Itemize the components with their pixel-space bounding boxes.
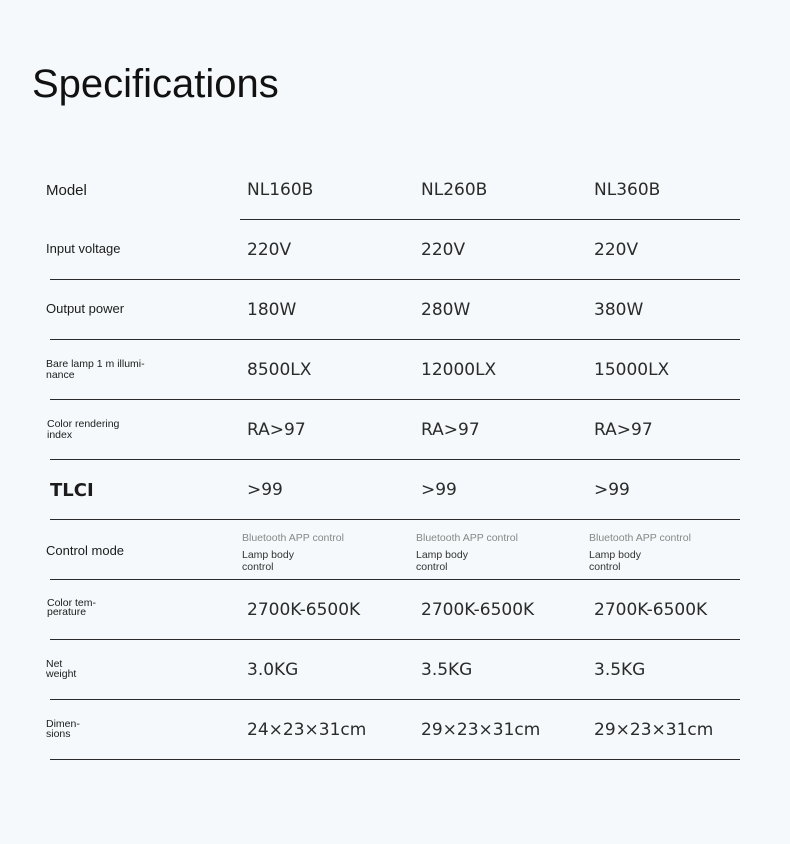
table-row-control-mode <box>0 520 790 580</box>
table-cell: >99 <box>247 480 283 500</box>
table-row-model <box>0 160 790 220</box>
table-row-dimensions <box>0 700 790 760</box>
table-cell: 24×23×31cm <box>247 720 367 740</box>
table-cell: 29×23×31cm <box>421 720 541 740</box>
table-row-output-power <box>0 280 790 340</box>
table-cell: 12000LX <box>421 360 497 380</box>
table-row-color-temperature <box>0 580 790 640</box>
table-cell: 29×23×31cm <box>594 720 714 740</box>
table-cell: 2700K-6500K <box>247 600 361 620</box>
table-cell: 8500LX <box>247 360 312 380</box>
control-line-2: Lamp body control <box>589 549 641 573</box>
control-line-1: Bluetooth APP control <box>589 532 691 544</box>
table-cell: NL160B <box>247 180 314 200</box>
page-title: Specifications <box>32 62 279 106</box>
table-cell: 220V <box>594 240 639 260</box>
table-cell <box>416 532 518 573</box>
table-row-input-voltage <box>0 220 790 280</box>
table-cell: RA>97 <box>247 420 306 440</box>
table-cell: 3.5KG <box>421 660 473 680</box>
row-label: Control mode <box>46 543 125 558</box>
spec-table <box>0 160 790 760</box>
control-line-1: Bluetooth APP control <box>242 532 344 544</box>
control-line-2: Lamp body control <box>416 549 468 573</box>
table-cell: NL260B <box>421 180 488 200</box>
row-label: Dimen- sions <box>46 718 80 740</box>
table-cell: 3.0KG <box>247 660 299 680</box>
table-cell: NL360B <box>594 180 661 200</box>
table-cell: RA>97 <box>594 420 653 440</box>
row-label: Bare lamp 1 m illumi- nance <box>46 358 145 381</box>
table-cell: >99 <box>421 480 457 500</box>
table-row-color-rendering <box>0 400 790 460</box>
table-cell: 380W <box>594 300 644 320</box>
table-cell: 220V <box>421 240 466 260</box>
table-cell <box>589 532 691 573</box>
table-cell: >99 <box>594 480 630 500</box>
table-cell: 180W <box>247 300 297 320</box>
row-label: Color tem- perature <box>47 597 97 618</box>
row-label: Model <box>46 182 87 199</box>
row-label: Input voltage <box>46 241 121 256</box>
table-cell: 220V <box>247 240 292 260</box>
table-cell: 15000LX <box>594 360 670 380</box>
table-cell: RA>97 <box>421 420 480 440</box>
table-cell: 2700K-6500K <box>594 600 708 620</box>
table-cell <box>242 532 344 573</box>
table-row-illuminance <box>0 340 790 400</box>
table-cell: 2700K-6500K <box>421 600 535 620</box>
control-line-1: Bluetooth APP control <box>416 532 518 544</box>
table-row-net-weight <box>0 640 790 700</box>
row-label: Output power <box>46 301 125 316</box>
table-cell: 280W <box>421 300 471 320</box>
row-divider <box>50 759 740 760</box>
row-label: Color rendering index <box>47 418 120 441</box>
row-label: Net weight <box>46 658 77 680</box>
table-row-tlci <box>0 460 790 520</box>
row-label: TLCI <box>50 480 94 501</box>
control-line-2: Lamp body control <box>242 549 294 573</box>
table-cell: 3.5KG <box>594 660 646 680</box>
